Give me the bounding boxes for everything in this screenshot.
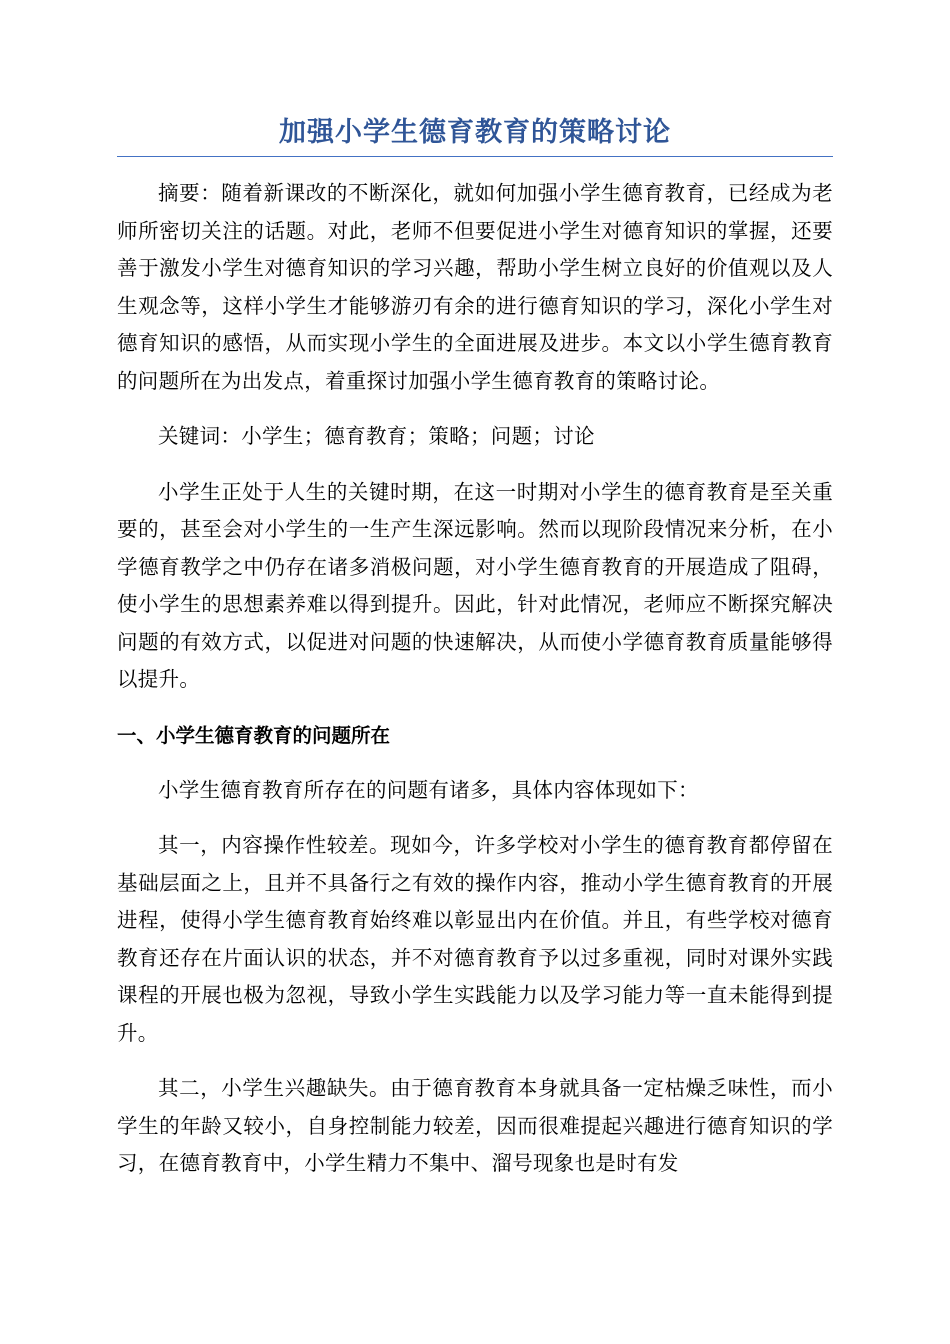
point1-paragraph: 其一，内容操作性较差。现如今，许多学校对小学生的德育教育都停留在基础层面之上，且并不具备行之有效的操作内容，推动小学生德育教育的开展进程，使得小学生德育教育始终难以彰显出内在价值。并且，有些学校对德育教育还存在片面认识的状态，并不对德育教育予以过多重视，同时对课外实践课程的开展也极为忽视，导致小学生实践能力以及学习能力等一直未能得到提升。 [117, 833, 833, 1045]
keywords-paragraph: 关键词：小学生；德育教育；策略；问题；讨论 [158, 424, 595, 448]
document-page [117, 112, 833, 1201]
abstract-paragraph: 摘要：随着新课改的不断深化，就如何加强小学生德育教育，已经成为老师所密切关注的话题。对此，老师不但要促进小学生对德育知识的掌握，还要善于激发小学生对德育知识的学习兴趣，帮助小学生树立良好的价值观以及人生观念等，这样小学生才能够游刃有余的进行德育知识的学习，深化小学生对德育知识的感悟，从而实现小学生的全面进展及进步。本文以小学生德育教育的问题所在为出发点，着重探讨加强小学生德育教育的策略讨论。 [117, 181, 833, 393]
intro-paragraph: 小学生正处于人生的关键时期，在这一时期对小学生的德育教育是至关重要的，甚至会对小学生的一生产生深远影响。然而以现阶段情况来分析，在小学德育教学之中仍存在诸多消极问题，对小学生德育教育的开展造成了阻碍，使小学生的思想素养难以得到提升。因此，针对此情况，老师应不断探究解决问题的有效方式，以促进对问题的快速解决，从而使小学德育教育质量能够得以提升。 [117, 479, 833, 691]
point2-paragraph: 其二，小学生兴趣缺失。由于德育教育本身就具备一定枯燥乏味性，而小学生的年龄又较小，自身控制能力较差，因而很难提起兴趣进行德育知识的学习，在德育教育中，小学生精力不集中、溜号现象也是时有发 [117, 1076, 833, 1175]
section-heading-1: 一、小学生德育教育的问题所在 [117, 723, 391, 747]
document-title: 加强小学生德育教育的策略讨论 [117, 112, 833, 157]
section1-lead-paragraph: 小学生德育教育所存在的问题有诸多，具体内容体现如下： [158, 777, 699, 802]
document-body [117, 175, 833, 1183]
